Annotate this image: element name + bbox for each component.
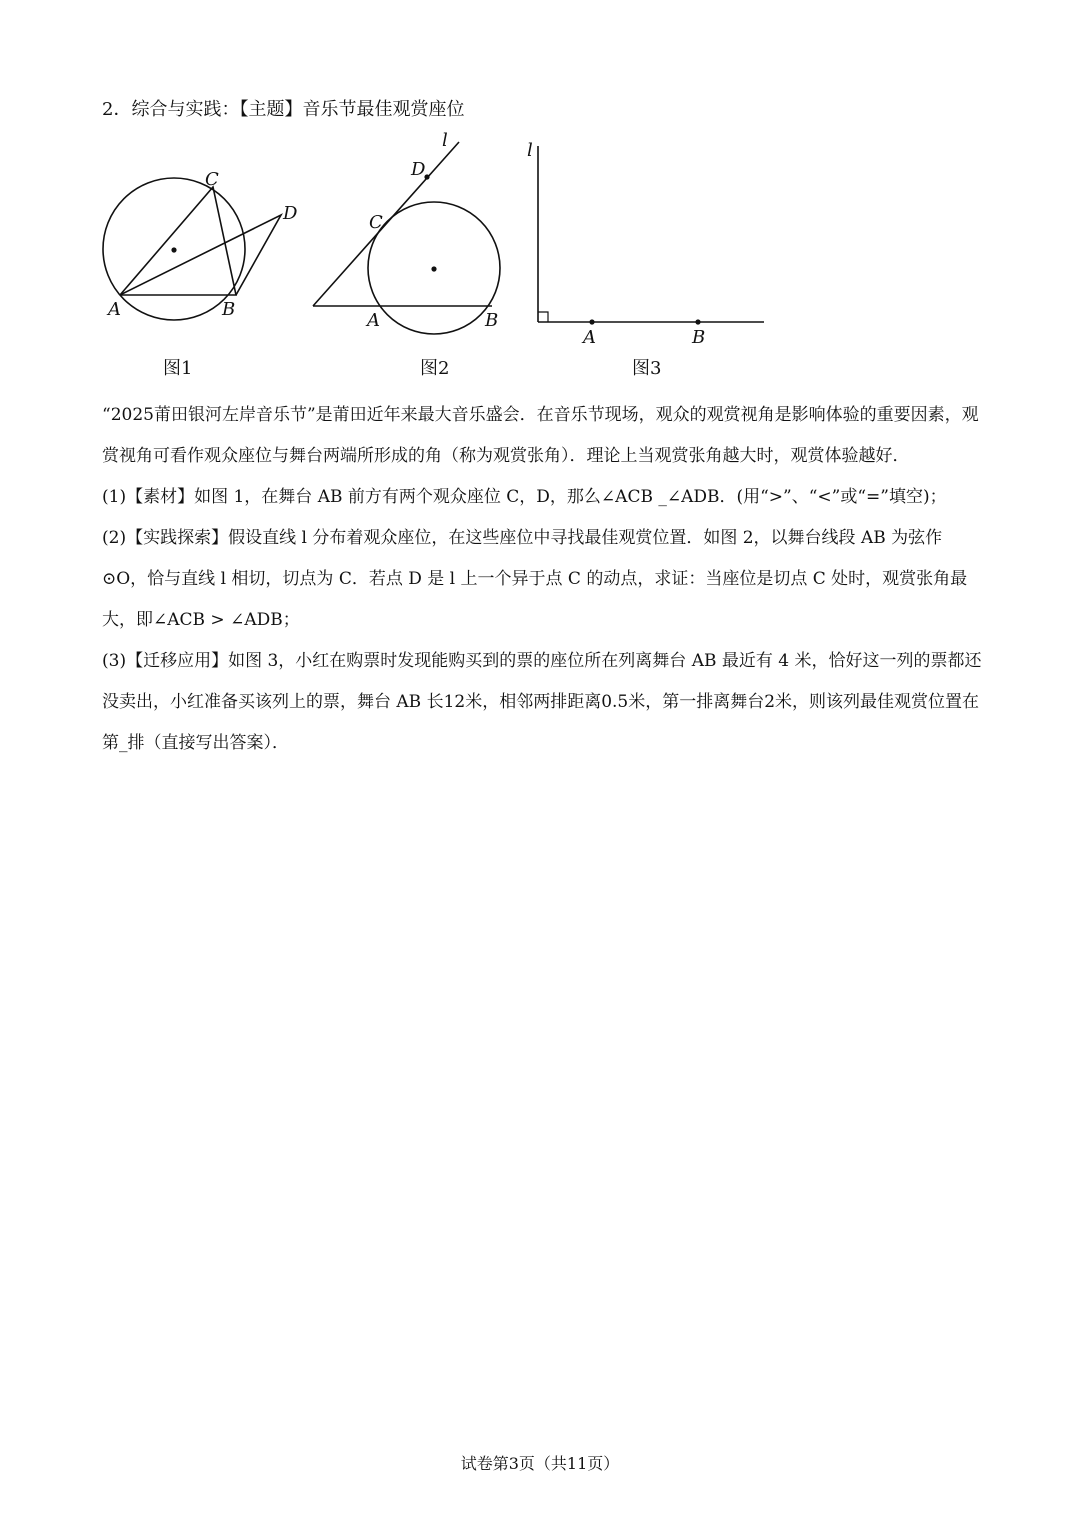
- fig3-right-angle-mark: [538, 312, 548, 322]
- fig3-point-b-dot: [695, 319, 700, 324]
- fig2-center-dot: [431, 266, 436, 271]
- figures-svg: [0, 128, 1080, 388]
- fig1-triangle-acb: [120, 187, 236, 295]
- intro-paragraph: “2025莆田银河左岸音乐节”是莆田近年来最大音乐盛会．在音乐节现场，观众的观赏视角是影响体验的重要因素，观赏视角可看作观众座位与舞台两端所形成的角（称为观赏张角）．理论上当观赏张角越大时，观赏体验越好．: [102, 405, 979, 466]
- fig2-label-l: l: [442, 130, 448, 151]
- part1-paragraph: (1)【素材】如图 1，在舞台 AB 前方有两个观众座位 C，D，那么∠ACB _∠ADB．(用“>”、“<”或“=”填空)；: [102, 487, 947, 507]
- question-title: 2．综合与实践：【主题】音乐节最佳观赏座位: [102, 99, 465, 120]
- fig1-label-b: B: [222, 299, 236, 320]
- question-body: [102, 395, 982, 764]
- figures-row: [0, 128, 1080, 388]
- fig2-label-b: B: [485, 310, 499, 331]
- page-footer: 试卷第3页（共11页）: [460, 1454, 620, 1473]
- fig1-caption: 图1: [163, 358, 193, 379]
- fig3-caption: 图3: [632, 358, 662, 379]
- fig1-label-a: A: [108, 299, 121, 320]
- part2-paragraph: (2)【实践探索】假设直线 l 分布着观众座位，在这些座位中寻找最佳观赏位置．如图 2，以舞台线段 AB 为弦作⊙O，恰与直线 l 相切，切点为 C．若点 D 是 l 上一个异于点 C 的动点，求证：当座位是切点 C 处时，观赏张角最大，即∠ACB > ∠ADB；: [102, 528, 968, 630]
- fig1-center-dot: [171, 247, 176, 252]
- fig2-label-a: A: [367, 310, 380, 331]
- fig1-label-d: D: [283, 203, 298, 224]
- fig3-label-a: A: [583, 327, 596, 348]
- fig3-label-l: l: [527, 140, 533, 161]
- fig2-line-l: [313, 142, 459, 306]
- part3-paragraph: (3)【迁移应用】如图 3，小红在购票时发现能购买到的票的座位所在列离舞台 AB 最近有 4 米，恰好这一列的票都还没卖出，小红准备买该列上的票，舞台 AB 长12米，相邻两排距离0.5米，第一排离舞台2米，则该列最佳观赏位置在第_排（直接写出答案）．: [102, 651, 982, 753]
- fig2-caption: 图2: [420, 358, 450, 379]
- fig1-triangle-adb: [120, 215, 281, 295]
- fig3-label-b: B: [692, 327, 706, 348]
- fig2-label-d: D: [411, 159, 426, 180]
- fig3-point-a-dot: [589, 319, 594, 324]
- fig1-label-c: C: [205, 169, 219, 190]
- fig2-label-c: C: [369, 212, 383, 233]
